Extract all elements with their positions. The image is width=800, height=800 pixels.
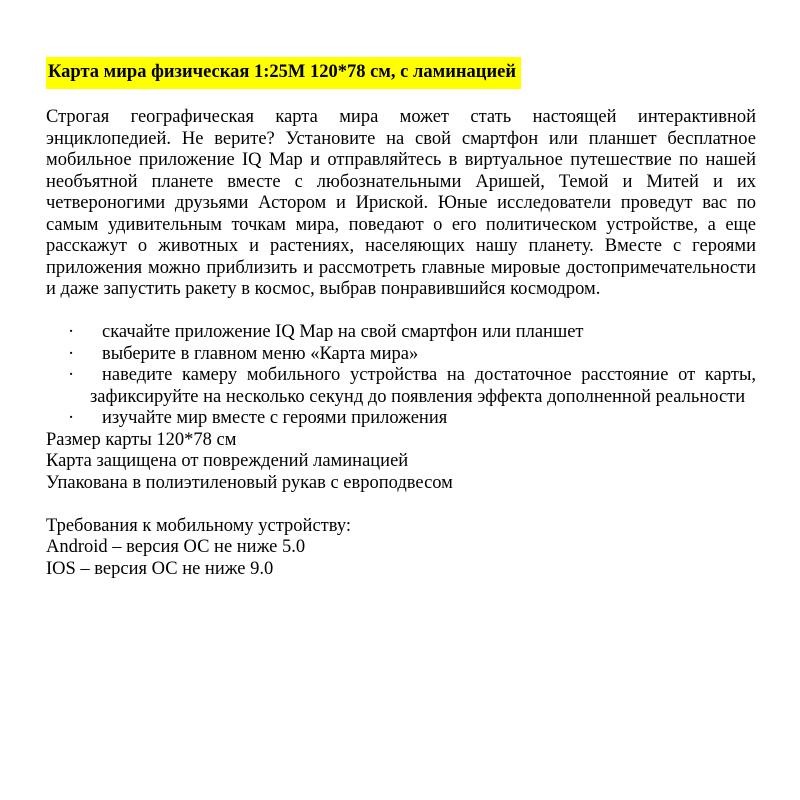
description-paragraph: Строгая географическая карта мира может стать настоящей интерактивной энциклопедией. Не верите? Установите на свой смартфон или планшет бесплатное мобильное приложение IQ Map и отправляйтесь в виртуальное путешествие по нашей необъятной планете вместе с любознательными Аришей, Темой и Митей и их четвероногими друзьями Астором и Ириской. Юные исследователи проведут вас по самым удивительным точкам мира, поведают о его политическом устройстве, а еще расскажут о животных и растениях, населяющих нашу планету. Вместе с героями приложения можно приблизить и рассмотреть главные мировые достопримечательности и даже запустить ракету в космос, выбрав понравившийся космодром. bbox=[46, 107, 756, 299]
list-item-text: выберите в главном меню «Карта мира» bbox=[102, 343, 419, 364]
requirement-line-android: Android – версия ОС не ниже 5.0 bbox=[46, 537, 306, 557]
document-content bbox=[46, 57, 756, 580]
list-item bbox=[46, 322, 756, 344]
spec-line-size: Размер карты 120*78 см bbox=[46, 429, 237, 450]
instructions-list bbox=[46, 322, 756, 430]
bullet-icon: · bbox=[68, 365, 75, 385]
title-line bbox=[46, 57, 756, 89]
bullet-icon: · bbox=[68, 343, 75, 364]
specs-block bbox=[46, 430, 756, 495]
list-item bbox=[46, 408, 756, 430]
spec-line-packaging: Упакована в полиэтиленовый рукав с европодвесом bbox=[46, 472, 453, 493]
bullet-icon: · bbox=[68, 322, 75, 342]
list-item-text: изучайте мир вместе с героями приложения bbox=[102, 408, 448, 428]
requirements-heading: Требования к мобильному устройству: bbox=[46, 515, 352, 536]
requirement-line-ios: IOS – версия ОС не ниже 9.0 bbox=[46, 558, 274, 579]
page-title: Карта мира физическая 1:25М 120*78 см, с ламинацией bbox=[46, 57, 521, 89]
requirements-block bbox=[46, 516, 756, 581]
list-item bbox=[46, 344, 756, 366]
spec-line-lamination: Карта защищена от повреждений ламинацией bbox=[46, 451, 409, 471]
list-item bbox=[46, 365, 756, 408]
list-item-text: скачайте приложение IQ Map на свой смартфон или планшет bbox=[102, 322, 584, 342]
list-item-text: наведите камеру мобильного устройства на достаточное расстояние от карты, зафиксируйте на несколько секунд до появления эффекта дополненной реальности bbox=[90, 365, 756, 407]
bullet-icon: · bbox=[68, 408, 75, 428]
